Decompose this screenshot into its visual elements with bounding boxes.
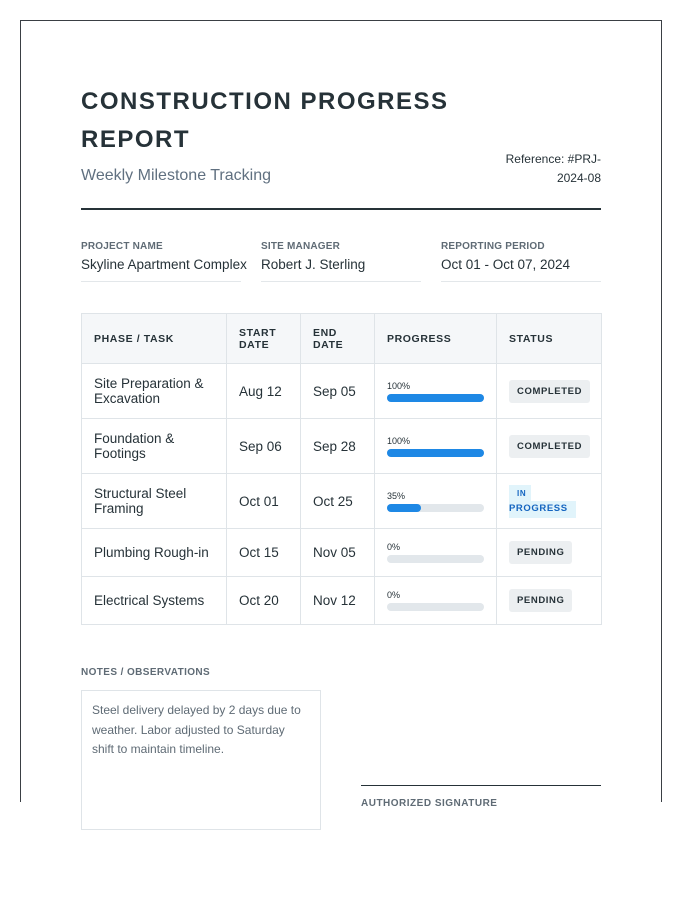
column-header-progress: PROGRESS bbox=[375, 314, 497, 364]
progress-percent: 0% bbox=[387, 542, 401, 552]
header-divider bbox=[81, 208, 601, 210]
notes-label: NOTES / OBSERVATIONS bbox=[81, 667, 211, 678]
task-name: Foundation & Footings bbox=[82, 419, 227, 474]
end-date: Sep 05 bbox=[301, 364, 375, 419]
table-row bbox=[82, 474, 602, 529]
reference-number: Reference: #PRJ-2024-08 bbox=[505, 152, 601, 185]
progress-percent: 0% bbox=[387, 590, 401, 600]
site-manager-value: Robert J. Sterling bbox=[261, 257, 421, 282]
column-header-status: STATUS bbox=[497, 314, 602, 364]
site-manager-label: SITE MANAGER bbox=[261, 241, 341, 252]
column-header-phase: PHASE / TASK bbox=[82, 314, 227, 364]
project-name-label: PROJECT NAME bbox=[81, 241, 163, 252]
reporting-period-field bbox=[441, 241, 601, 282]
progress-bar-fill bbox=[387, 394, 484, 402]
end-date: Sep 28 bbox=[301, 419, 375, 474]
progress-cell bbox=[375, 474, 497, 529]
end-date: Nov 12 bbox=[301, 577, 375, 625]
column-header-start-text: START DATE bbox=[239, 326, 277, 351]
progress-bar bbox=[387, 555, 484, 563]
end-date: Nov 05 bbox=[301, 529, 375, 577]
status-badge: PENDING bbox=[509, 541, 572, 564]
table-header-row bbox=[82, 314, 602, 364]
progress-bar-fill bbox=[387, 504, 421, 512]
signature-label: AUTHORIZED SIGNATURE bbox=[361, 798, 498, 809]
progress-cell bbox=[375, 419, 497, 474]
reporting-period-label: REPORTING PERIOD bbox=[441, 241, 545, 252]
start-date: Oct 20 bbox=[227, 577, 301, 625]
progress-cell bbox=[375, 577, 497, 625]
status-badge: COMPLETED bbox=[509, 380, 590, 403]
milestone-table bbox=[81, 313, 602, 625]
status-cell bbox=[497, 577, 602, 625]
status-cell bbox=[497, 529, 602, 577]
progress-percent: 100% bbox=[387, 380, 411, 391]
status-cell bbox=[497, 474, 602, 529]
status-badge-line1: IN bbox=[509, 485, 531, 501]
start-date: Aug 12 bbox=[227, 364, 301, 419]
column-header-end bbox=[301, 314, 375, 364]
table-row bbox=[82, 529, 602, 577]
status-badge bbox=[509, 485, 576, 518]
report-subtitle: Weekly Milestone Tracking bbox=[81, 167, 271, 184]
task-name: Site Preparation & Excavation bbox=[82, 364, 227, 419]
project-name-field bbox=[81, 241, 247, 282]
reporting-period-value: Oct 01 - Oct 07, 2024 bbox=[441, 257, 601, 282]
progress-bar-fill bbox=[387, 449, 484, 457]
start-date: Sep 06 bbox=[227, 419, 301, 474]
progress-bar bbox=[387, 449, 484, 457]
table-row bbox=[82, 419, 602, 474]
status-badge: PENDING bbox=[509, 589, 572, 612]
task-name: Electrical Systems bbox=[82, 577, 227, 625]
column-header-end-text: END DATE bbox=[313, 326, 344, 351]
site-manager-field bbox=[261, 241, 421, 282]
report-title: CONSTRUCTION PROGRESS REPORT bbox=[81, 88, 449, 153]
table-row bbox=[82, 577, 602, 625]
progress-cell bbox=[375, 529, 497, 577]
table-row bbox=[82, 364, 602, 419]
task-name: Plumbing Rough-in bbox=[82, 529, 227, 577]
column-header-start bbox=[227, 314, 301, 364]
status-cell bbox=[497, 419, 602, 474]
start-date: Oct 15 bbox=[227, 529, 301, 577]
status-badge: COMPLETED bbox=[509, 435, 590, 458]
progress-bar bbox=[387, 394, 484, 402]
notes-box: Steel delivery delayed by 2 days due to weather. Labor adjusted to Saturday shift to maintain timeline. bbox=[81, 690, 321, 830]
progress-percent: 35% bbox=[387, 490, 406, 501]
end-date: Oct 25 bbox=[301, 474, 375, 529]
progress-cell bbox=[375, 364, 497, 419]
status-badge-line2: PROGRESS bbox=[509, 501, 576, 518]
start-date: Oct 01 bbox=[227, 474, 301, 529]
report-page bbox=[20, 20, 662, 809]
status-cell bbox=[497, 364, 602, 419]
project-name-value: Skyline Apartment Complex bbox=[81, 257, 241, 282]
task-name: Structural Steel Framing bbox=[82, 474, 227, 529]
signature-line bbox=[361, 785, 601, 786]
progress-percent: 100% bbox=[387, 435, 411, 446]
progress-bar bbox=[387, 603, 484, 611]
progress-bar bbox=[387, 504, 484, 512]
